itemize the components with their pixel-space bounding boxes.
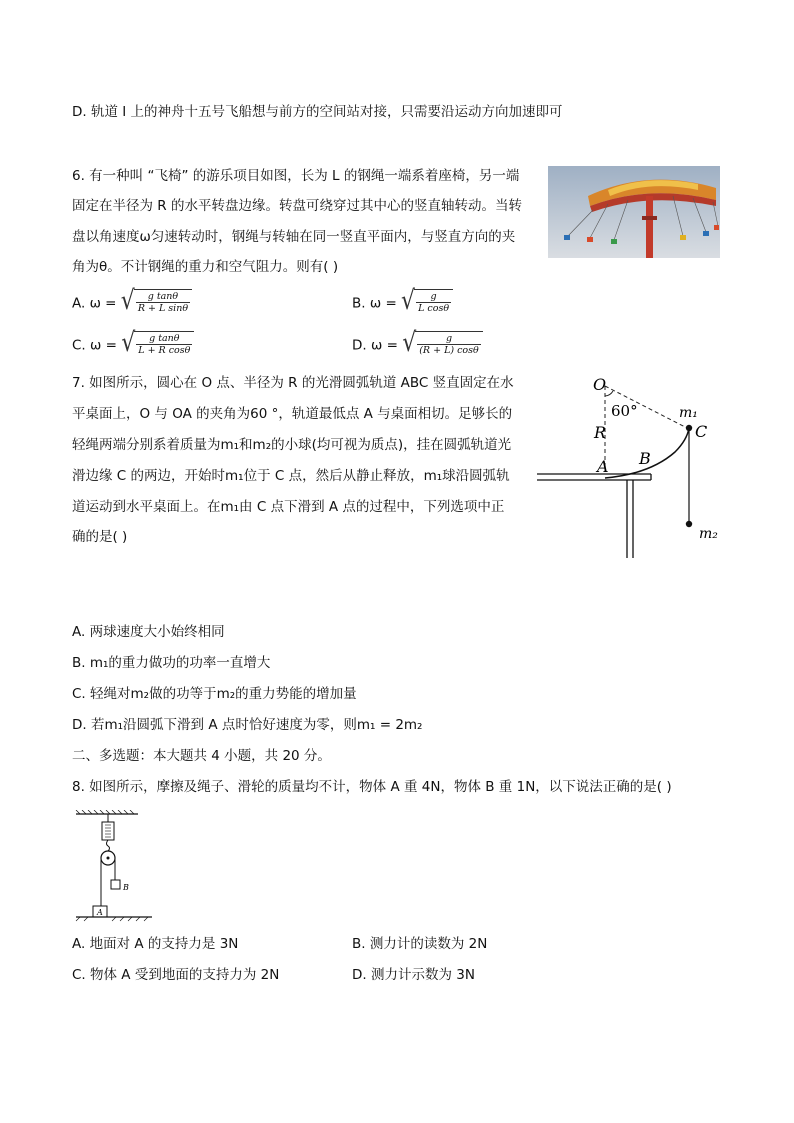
q7-option-d: D. 若m₁沿圆弧下滑到 A 点时恰好速度为零，则m₁ = 2m₂	[72, 717, 423, 733]
section-2-heading: 二、多选题：本大题共 4 小题，共 20 分。	[72, 748, 331, 764]
q7-option-a: A. 两球速度大小始终相同	[72, 624, 225, 640]
q6-option-d: D. ω = √ $\frac{g}{(R + L) \cos\theta}$	[352, 331, 483, 356]
q6-line-1: 6. 有一种叫 “飞椅” 的游乐项目如图，长为 L 的钢绳一端系着座椅，另一端	[72, 168, 520, 184]
q8-option-b: B. 测力计的读数为 2N	[352, 936, 488, 952]
q6-option-a: A. ω = √ $\frac{\text{g tanθ}}{\text{R + L sinθ}}$	[72, 289, 192, 314]
q7-line-6: 确的是( )	[72, 529, 128, 545]
label-A: A	[597, 457, 609, 476]
arc-track-figure	[535, 370, 730, 560]
q7-line-2: 平桌面上，O 与 OA 的夹角为60 °，轨道最低点 A 与桌面相切。足够长的	[72, 406, 513, 422]
q8-stem: 8. 如图所示，摩擦及绳子、滑轮的质量均不计，物体 A 重 4N，物体 B 重 1N，以下说法正确的是( )	[72, 779, 672, 795]
q7-line-4: 滑边缘 C 的两边，开始时m₁位于 C 点，然后从静止释放，m₁球沿圆弧轨	[72, 468, 510, 484]
label-B: B	[123, 883, 129, 892]
swing-ride-photo	[548, 166, 720, 258]
label-m2: m₂	[699, 526, 718, 542]
q7-line-3: 轻绳两端分别系着质量为m₁和m₂的小球(均可视为质点)，挂在圆弧轨道光	[72, 437, 512, 453]
q8-option-c: C. 物体 A 受到地面的支持力为 2N	[72, 967, 280, 983]
label-m1: m₁	[679, 405, 698, 421]
label-angle: 60°	[611, 402, 638, 420]
q7-line-1: 7. 如图所示，圆心在 O 点、半径为 R 的光滑圆弧轨道 ABC 竖直固定在水	[72, 375, 514, 391]
q6-line-3: 盘以角速度ω匀速转动时，钢绳与转轴在同一竖直平面内，与竖直方向的夹	[72, 229, 516, 245]
q6-option-b: B. ω = √ $\frac{g}{\text{L cosθ}}$	[352, 289, 453, 314]
q7-option-c: C. 轻绳对m₂做的功等于m₂的重力势能的增加量	[72, 686, 357, 702]
q7-option-b: B. m₁的重力做功的功率一直增大	[72, 655, 271, 671]
q6-line-4: 角为θ。不计钢绳的重力和空气阻力。则有( )	[72, 259, 339, 275]
q6-option-c: C. ω = √ $\frac{\text{g tanθ}}{\text{L + R cosθ}}$	[72, 331, 194, 356]
q5-option-d: D. 轨道 I 上的神舟十五号飞船想与前方的空间站对接，只需要沿运动方向加速即可	[72, 104, 563, 120]
label-A: A	[97, 908, 103, 917]
q8-option-a: A. 地面对 A 的支持力是 3N	[72, 936, 239, 952]
label-C: C	[695, 422, 708, 441]
label-O: O	[593, 375, 607, 394]
label-R: R	[594, 423, 607, 442]
q7-line-5: 道运动到水平桌面上。在m₁由 C 点下滑到 A 点的过程中，下列选项中正	[72, 499, 505, 515]
label-B: B	[639, 449, 651, 468]
pulley-figure	[72, 810, 162, 922]
q8-option-d: D. 测力计示数为 3N	[352, 967, 475, 983]
q6-line-2: 固定在半径为 R 的水平转盘边缘。转盘可绕穿过其中心的竖直轴转动。当转	[72, 198, 522, 214]
